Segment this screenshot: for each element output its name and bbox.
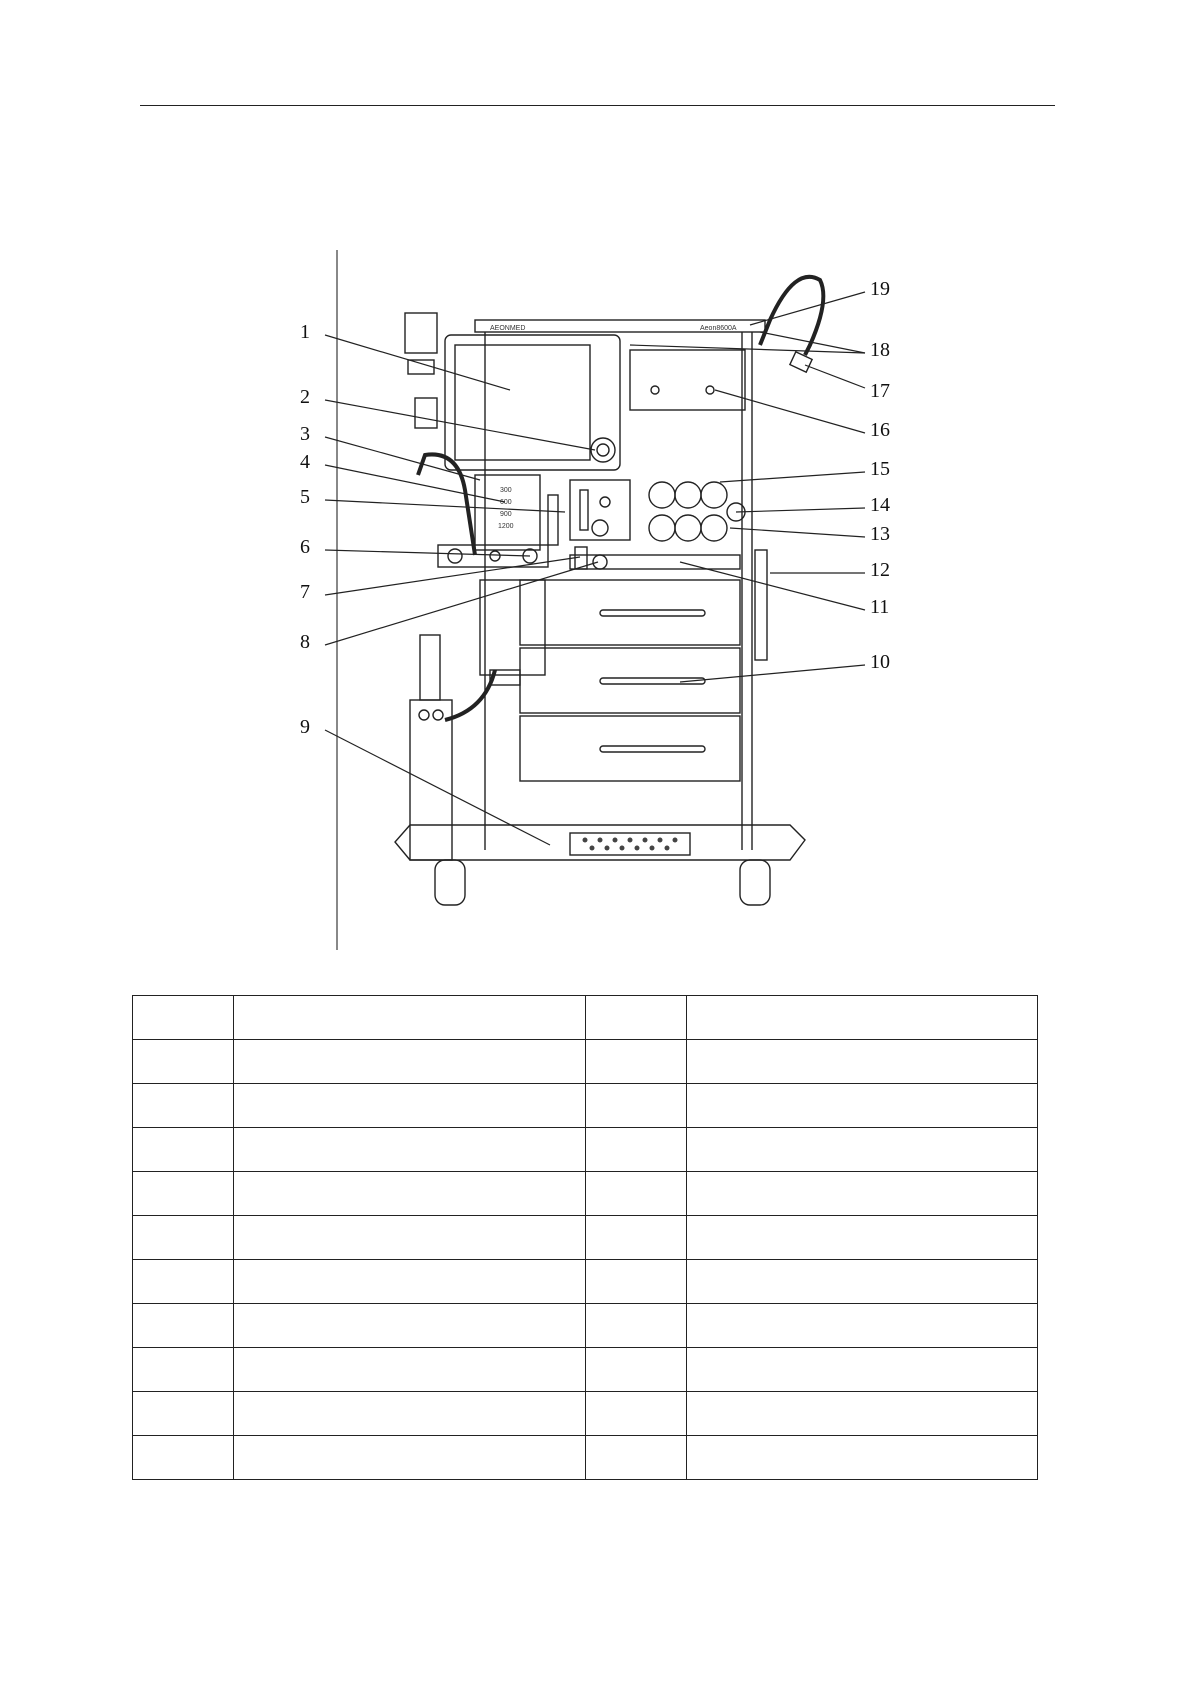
table-description-cell — [234, 1348, 586, 1392]
wheel-left — [435, 860, 465, 905]
callout-2: 2 — [300, 386, 310, 408]
table-row — [133, 1436, 1038, 1480]
callout-5: 5 — [300, 486, 310, 508]
callout-8: 8 — [300, 631, 310, 653]
top-left-vaporizer — [405, 313, 437, 353]
callout-14: 14 — [870, 494, 890, 516]
component-legend-table — [132, 995, 1038, 1480]
brand-label: AEONMED — [490, 325, 526, 332]
table-number-cell — [133, 1304, 234, 1348]
callout-11: 11 — [870, 596, 890, 618]
drawers — [520, 580, 740, 781]
table-number-cell — [585, 1040, 686, 1084]
callout-17: 17 — [870, 380, 890, 402]
callout-18: 18 — [870, 339, 890, 361]
table-description-cell — [686, 1348, 1038, 1392]
table-number-cell — [585, 1392, 686, 1436]
table-number-cell — [133, 1172, 234, 1216]
table-number-cell — [133, 1084, 234, 1128]
callout-9: 9 — [300, 716, 310, 738]
table-number-cell — [585, 1436, 686, 1480]
callout-13: 13 — [870, 523, 890, 545]
table-description-cell — [686, 1084, 1038, 1128]
gas-cylinder — [410, 700, 452, 860]
anesthesia-machine-figure — [290, 250, 930, 970]
table-description-cell — [234, 1128, 586, 1172]
table-number-cell — [585, 1172, 686, 1216]
table-row — [133, 1084, 1038, 1128]
table-description-cell — [234, 1392, 586, 1436]
table-number-cell — [133, 1040, 234, 1084]
table-description-cell — [686, 1040, 1038, 1084]
absorber-canister — [480, 580, 545, 675]
table-description-cell — [686, 996, 1038, 1040]
table-row — [133, 1172, 1038, 1216]
table-description-cell — [234, 1172, 586, 1216]
callout-1: 1 — [300, 321, 310, 343]
table-row — [133, 1392, 1038, 1436]
upper-right-panel — [630, 350, 745, 410]
callout-3: 3 — [300, 423, 310, 445]
table-row — [133, 1040, 1038, 1084]
callout-7: 7 — [300, 581, 310, 603]
table-description-cell — [686, 1172, 1038, 1216]
callout-16: 16 — [870, 419, 890, 441]
table-description-cell — [234, 1084, 586, 1128]
wheel-right — [740, 860, 770, 905]
table-row — [133, 1128, 1038, 1172]
table-description-cell — [686, 1436, 1038, 1480]
flow-control-panel — [570, 480, 630, 540]
table-description-cell — [686, 1128, 1038, 1172]
callout-12: 12 — [870, 559, 890, 581]
table-description-cell — [686, 1216, 1038, 1260]
table-description-cell — [686, 1304, 1038, 1348]
table-number-cell — [585, 1128, 686, 1172]
table-number-cell — [585, 1304, 686, 1348]
callout-10: 10 — [870, 651, 890, 673]
table-number-cell — [585, 1084, 686, 1128]
table-number-cell — [133, 1260, 234, 1304]
table-number-cell — [585, 1216, 686, 1260]
table-description-cell — [234, 1304, 586, 1348]
base-grid — [583, 838, 678, 851]
table-number-cell — [585, 996, 686, 1040]
table-row — [133, 1216, 1038, 1260]
table-number-cell — [133, 1436, 234, 1480]
table-number-cell — [133, 1348, 234, 1392]
table-number-cell — [133, 996, 234, 1040]
flow-scale-1200: 1200 — [498, 523, 514, 530]
table-row — [133, 1260, 1038, 1304]
callout-6: 6 — [300, 536, 310, 558]
callout-15: 15 — [870, 458, 890, 480]
table-number-cell — [133, 1216, 234, 1260]
table-row — [133, 1304, 1038, 1348]
table-number-cell — [585, 1348, 686, 1392]
table-description-cell — [686, 1392, 1038, 1436]
side-tray — [755, 550, 767, 660]
flow-scale-300: 300 — [500, 487, 512, 494]
header-rule — [140, 105, 1055, 106]
table-description-cell — [686, 1260, 1038, 1304]
table-description-cell — [234, 1436, 586, 1480]
lamp-head — [790, 352, 812, 372]
flow-scale-600: 600 — [500, 499, 512, 506]
pressure-gauges — [649, 482, 727, 541]
model-label: Aeon8600A — [700, 325, 737, 332]
table-row — [133, 996, 1038, 1040]
table-description-cell — [234, 1040, 586, 1084]
callout-4: 4 — [300, 451, 310, 473]
table-number-cell — [133, 1128, 234, 1172]
table-number-cell — [133, 1392, 234, 1436]
table-description-cell — [234, 1216, 586, 1260]
flow-scale-900: 900 — [500, 511, 512, 518]
table-number-cell — [585, 1260, 686, 1304]
table-description-cell — [234, 1260, 586, 1304]
table-row — [133, 1348, 1038, 1392]
table-description-cell — [234, 996, 586, 1040]
callout-19: 19 — [870, 278, 890, 300]
